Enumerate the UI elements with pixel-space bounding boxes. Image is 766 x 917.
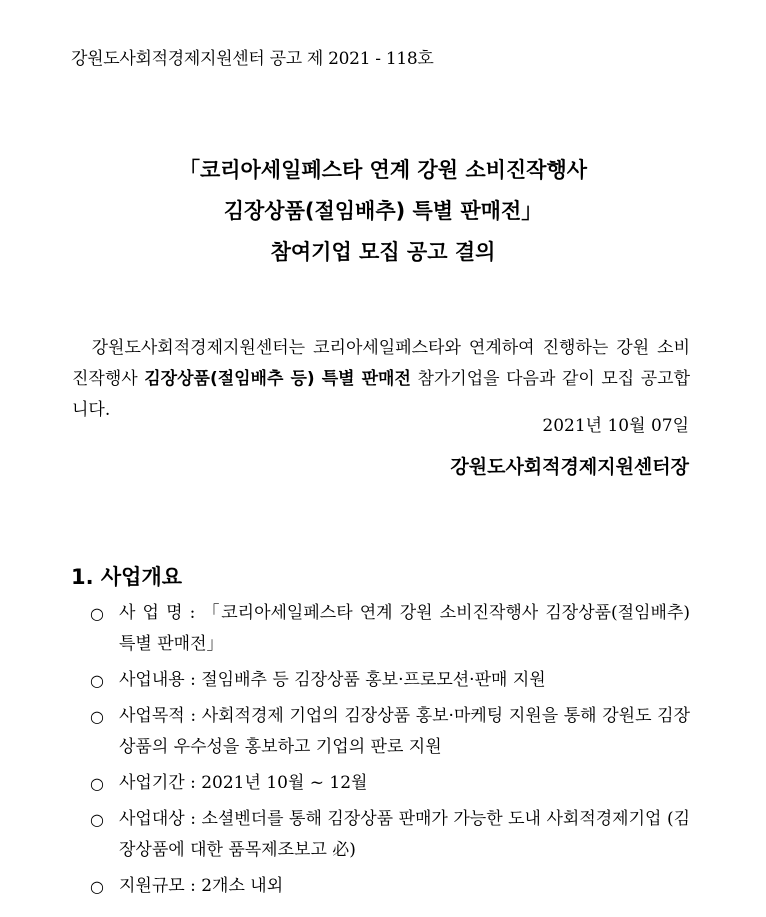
bullet-icon: ○ — [90, 810, 104, 829]
title-line-1: 「코리아세일페스타 연계 강원 소비진작행사 — [178, 158, 588, 182]
issuer-name: 강원도사회적경제지원센터장 — [450, 456, 689, 478]
item-label: 사업내용 : — [119, 670, 202, 690]
bullet-icon: ○ — [90, 877, 104, 896]
list-item-project-target — [90, 804, 690, 866]
title-line-3: 참여기업 모집 공고 결의 — [270, 240, 496, 264]
notice-number: 강원도사회적경제지원센터 공고 제 2021 - 118호 — [71, 49, 434, 69]
list-item-support-scale — [90, 871, 690, 902]
list-item-project-purpose — [90, 701, 690, 763]
item-value: 2021년 10월 ~ 12월 — [201, 773, 368, 793]
item-label: 사업목적 : — [119, 706, 202, 726]
list-item-project-content — [90, 665, 690, 696]
intro-text-2: 참가기업을 다음과 같이 모집 공고합니다. — [72, 369, 691, 420]
item-label: 사 업 명 : — [119, 603, 203, 623]
bullet-icon: ○ — [90, 671, 104, 690]
item-value: 절임배추 등 김장상품 홍보·프로모션·판매 지원 — [201, 670, 546, 690]
list-item-project-name — [90, 598, 690, 660]
item-value: 「코리아세일페스타 연계 강원 소비진작행사 김장상품(절임배추) 특별 판매전」 — [119, 603, 690, 654]
item-value: 2개소 내외 — [201, 876, 284, 896]
item-value: 사회적경제 기업의 김장상품 홍보·마케팅 지원을 통해 강원도 김장상품의 우수성을 홍보하고 기업의 판로 지원 — [119, 706, 690, 757]
item-label: 사업대상 : — [119, 809, 202, 829]
announcement-date: 2021년 10월 07일 — [542, 416, 689, 436]
bullet-icon: ○ — [90, 707, 104, 726]
title-line-2: 김장상품(절임배추) 특별 판매전」 — [223, 199, 543, 223]
item-label: 사업기간 : — [119, 773, 202, 793]
section-heading: 1. 사업개요 — [71, 565, 183, 589]
list-item-project-period — [90, 768, 690, 799]
intro-text-1: 강원도사회적경제지원센터는 코리아세일페스타와 연계하여 진행하는 강원 소비진작행사 — [72, 338, 690, 389]
item-value: 소셜벤더를 통해 김장상품 판매가 가능한 도내 사회적경제기업 (김장상품에 대한 품목제조보고 必) — [119, 809, 690, 860]
intro-event-name: 김장상품(절임배추 등) 특별 판매전 — [144, 369, 411, 389]
bullet-icon: ○ — [90, 604, 104, 623]
bullet-icon: ○ — [90, 774, 104, 793]
item-label: 지원규모 : — [119, 876, 202, 896]
overview-list — [90, 598, 690, 907]
